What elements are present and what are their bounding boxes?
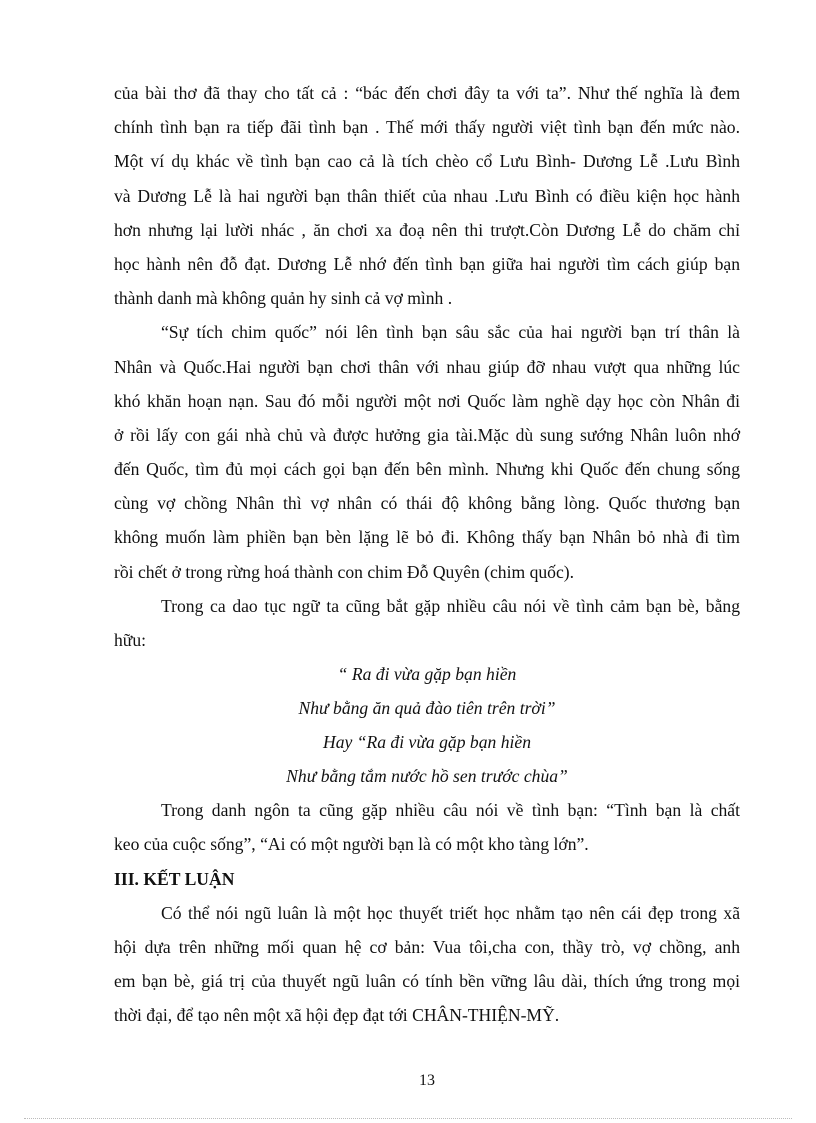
poem-line: Như bằng tắm nước hồ sen trước chùa”	[286, 766, 568, 787]
text-line: hơn nhưng lại lười nhác , ăn chơi xa đoạ nên thi trượt.Còn Dương Lễ do chăm chỉ	[114, 219, 740, 240]
paragraph-ca-dao-intro	[114, 589, 740, 657]
text-line: Trong ca dao tục ngữ ta cũng bắt gặp nhiều câu nói về tình cảm bạn bè, bằng	[161, 595, 740, 616]
poem-line: Như bằng ăn quả đào tiên trên trời”	[298, 698, 556, 719]
footer-divider	[24, 1118, 792, 1119]
text-line: của bài thơ đã thay cho tất cả : “bác đến chơi đây ta với ta”. Như thế nghĩa là đem	[114, 83, 740, 103]
poem-line: “ Ra đi vừa gặp bạn hiền	[337, 664, 517, 685]
paragraph-danh-ngon	[114, 793, 740, 861]
text-line: và Dương Lễ là hai người bạn thân thiết của nhau .Lưu Bình có điều kiện học hành	[114, 185, 740, 206]
text-line: chính tình bạn ra tiếp đãi tình bạn . Thế mới thấy người việt tình bạn đến mức nào.	[114, 117, 740, 138]
paragraph-conclusion	[114, 896, 740, 1033]
document-page	[114, 76, 740, 1032]
paragraph-chim-quoc	[114, 315, 740, 589]
text-line: “Sự tích chim quốc” nói lên tình bạn sâu sắc của hai người bạn trí thân là	[161, 322, 740, 343]
text-line: hữu:	[114, 630, 147, 650]
text-line: đến Quốc, tìm đủ mọi cách gọi bạn đến bên mình. Nhưng khi Quốc đến chung sống	[114, 459, 740, 480]
section-heading: III. KẾT LUẬN	[114, 868, 235, 889]
text-line: Có thể nói ngũ luân là một học thuyết triết học nhằm tạo nên cái đẹp trong xã	[161, 902, 740, 923]
text-line: thời đại, để tạo nên một xã hội đẹp đạt tới CHÂN-THIỆN-MỸ.	[114, 1005, 560, 1026]
text-line: keo của cuộc sống”, “Ai có một người bạn là có một kho tàng lớn”.	[114, 834, 589, 855]
text-line: học hành nên đỗ đạt. Dương Lễ nhớ đến tình bạn giữa hai người tìm cách giúp bạn	[114, 253, 740, 274]
text-line: Trong danh ngôn ta cũng gặp nhiều câu nói về tình bạn: “Tình bạn là chất	[161, 800, 740, 821]
paragraph-luu-binh-duong-le	[114, 76, 740, 315]
text-line: khó khăn hoạn nạn. Sau đó mỗi người một nơi Quốc làm nghề dạy học còn Nhân đi	[114, 390, 740, 411]
page-number: 13	[419, 1072, 435, 1089]
text-line: thành danh mà không quản hy sinh cả vợ mình .	[114, 288, 453, 309]
text-line: Một ví dụ khác về tình bạn cao cả là tích chèo cổ Lưu Bình- Dương Lễ .Lưu Bình	[114, 151, 740, 172]
text-line: ở rồi lấy con gái nhà chủ và được hưởng gia tài.Mặc dù sung sướng Nhân luôn nhớ	[114, 424, 740, 445]
text-line: cùng vợ chồng Nhân thì vợ nhân có thái độ không bằng lòng. Quốc thương bạn	[114, 493, 740, 514]
text-line: không muốn làm phiền bạn bèn lặng lẽ bỏ đi. Không thấy bạn Nhân bỏ nhà đi tìm	[114, 527, 740, 548]
poem-quote	[114, 657, 740, 793]
text-line: rồi chết ở trong rừng hoá thành con chim Đỗ Quyên (chim quốc).	[114, 561, 575, 582]
text-line: Nhân và Quốc.Hai người bạn chơi thân với nhau giúp đỡ nhau vượt qua những lúc	[114, 356, 740, 377]
text-line: hội dựa trên những mối quan hệ cơ bản: Vua tôi,cha con, thầy trò, vợ chồng, anh	[114, 936, 740, 957]
text-line: em bạn bè, giá trị của thuyết ngũ luân có tính bền vững lâu dài, thích ứng trong mọi	[114, 970, 740, 991]
poem-line: Hay “Ra đi vừa gặp bạn hiền	[323, 732, 531, 753]
